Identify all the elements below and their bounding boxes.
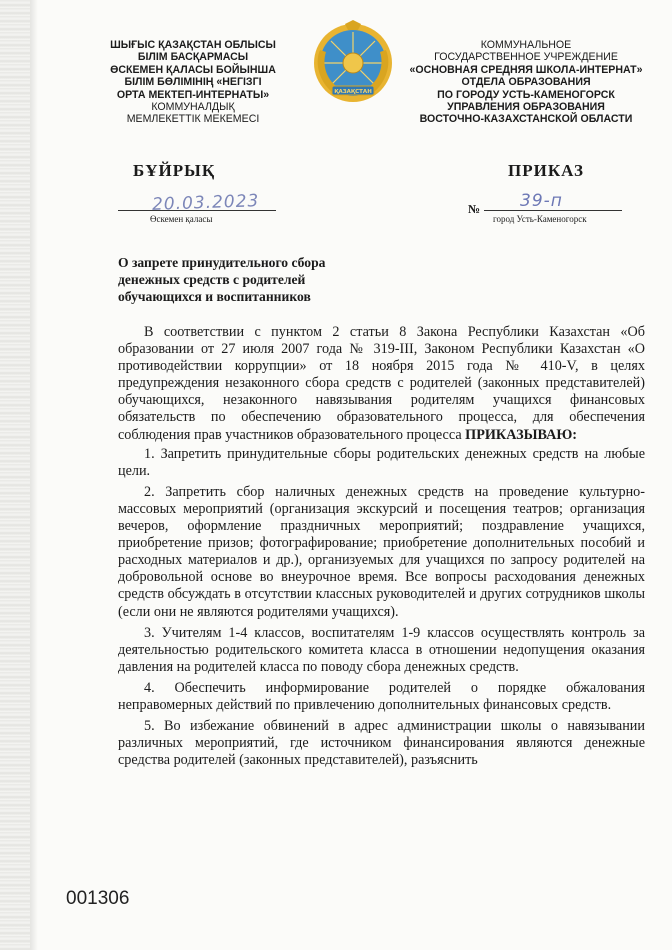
city-ru: город Усть-Каменогорск <box>493 214 587 224</box>
header-left-line: КОММУНАЛДЫҚ <box>151 101 235 114</box>
number-underline <box>484 210 622 211</box>
title-kz: БҰЙРЫҚ <box>133 161 216 180</box>
serial-number: 001306 <box>66 888 130 909</box>
preamble-paragraph <box>118 324 645 444</box>
order-item-3: 3. Учителям 1-4 классов, воспитателям 1-9 классов осуществлять контроль за деятельностью родительского комитета класса в отношении недопущения оказания давления на родителей класса по поводу сбора денежных средств. <box>118 624 645 675</box>
header-right-line: КОММУНАЛЬНОЕ <box>480 39 572 51</box>
header-left-line: МЕМЛЕКЕТТІК МЕКЕМЕСІ <box>126 113 260 126</box>
subject-line: денежных средств с родителей <box>118 272 306 287</box>
header-right-line: ПО ГОРОДУ УСТЬ-КАМЕНОГОРСК <box>437 88 615 101</box>
handwritten-number: 39-п <box>520 191 563 211</box>
emblem-ribbon-text: ҚАЗАҚСТАН <box>334 89 372 95</box>
order-item-4: 4. Обеспечить информирование родителей о порядке обжалования неправомерных действий по привлечению дополнительных финансовых средств. <box>118 679 645 713</box>
header-left-line: ШЫҒЫС ҚАЗАҚСТАН ОБЛЫСЫ <box>110 39 276 51</box>
kazakhstan-emblem-icon <box>312 20 394 106</box>
header-right-line: «ОСНОВНАЯ СРЕДНЯЯ ШКОЛА-ИНТЕРНАТ» <box>409 63 643 76</box>
order-word: ПРИКАЗЫВАЮ: <box>465 426 578 443</box>
header-left-line: БІЛІМ БАСҚАРМАСЫ <box>137 51 249 64</box>
header-right-ru <box>408 39 644 126</box>
header-right-line: УПРАВЛЕНИЯ ОБРАЗОВАНИЯ <box>447 101 605 114</box>
subject-line: О запрете принудительного сбора <box>118 255 326 270</box>
city-kz: Өскемен қаласы <box>150 214 213 224</box>
header-left-line: ӨСКЕМЕН ҚАЛАСЫ БОЙЫНША <box>110 63 276 76</box>
subject-line: обучающихся и воспитанников <box>118 289 311 304</box>
order-subject <box>118 254 418 305</box>
order-item-5: 5. Во избежание обвинений в адрес администрации школы о навязывании различных мероприятий, где источником финансирования являются денежные средства родителей (законных представителей), разъяснить <box>118 718 645 769</box>
scan-edge-gradient <box>30 0 38 950</box>
scan-edge-shadow <box>0 0 30 950</box>
date-underline <box>118 210 276 211</box>
title-ru: ПРИКАЗ <box>508 161 584 180</box>
number-sign: № <box>468 202 481 216</box>
handwritten-date: 20.03.2023 <box>151 191 260 215</box>
order-item-2: 2. Запретить сбор наличных денежных средств на проведение культурно-массовых мероприятий (организация экскурсий и посещения театров; организация вечеров, оформление праздничных мероприятий; поздравление учащихся, приобретение призов; фотографирование; приобретение дополнительных пособий и расходных материалов и др.), организуемых для учащихся по запросу родителей на добровольной основе во внеурочное время. Все вопросы расходования денежных средств обсуждать в отсутствии классных руководителей и других сотрудников школы (если они не являются родителями учащихся). <box>118 483 645 620</box>
preamble-text: В соответствии с пунктом 2 статьи 8 Закона Республики Казахстан «Об образовании от 27 июля 2007 года № 319-III, Законом Республики Казахстан «О противодействии коррупции» от 18 ноября 2015 года № 410-V, в целях предупреждения незаконного сбора средств с родителей (законных представителей) обучающихся, незаконного навязывания родителям учащихся финансовых обязательств по обеспечению образовательного процесса, для обеспечения соблюдения прав участников образовательного процесса <box>118 324 645 443</box>
order-item-1: 1. Запретить принудительные сборы родительских денежных средств на любые цели. <box>118 445 645 479</box>
header-left-line: БІЛІМ БӨЛІМІНІҢ «НЕГІЗГІ <box>124 76 262 89</box>
order-body <box>118 324 645 769</box>
header-right-line: ГОСУДАРСТВЕННОЕ УЧРЕЖДЕНИЕ <box>434 51 618 64</box>
header-right-line: ВОСТОЧНО-КАЗАХСТАНСКОЙ ОБЛАСТИ <box>419 113 633 126</box>
header-left-line: ОРТА МЕКТЕП-ИНТЕРНАТЫ» <box>116 88 270 101</box>
header-right-line: ОТДЕЛА ОБРАЗОВАНИЯ <box>461 76 591 89</box>
header-left-kz <box>98 39 288 126</box>
